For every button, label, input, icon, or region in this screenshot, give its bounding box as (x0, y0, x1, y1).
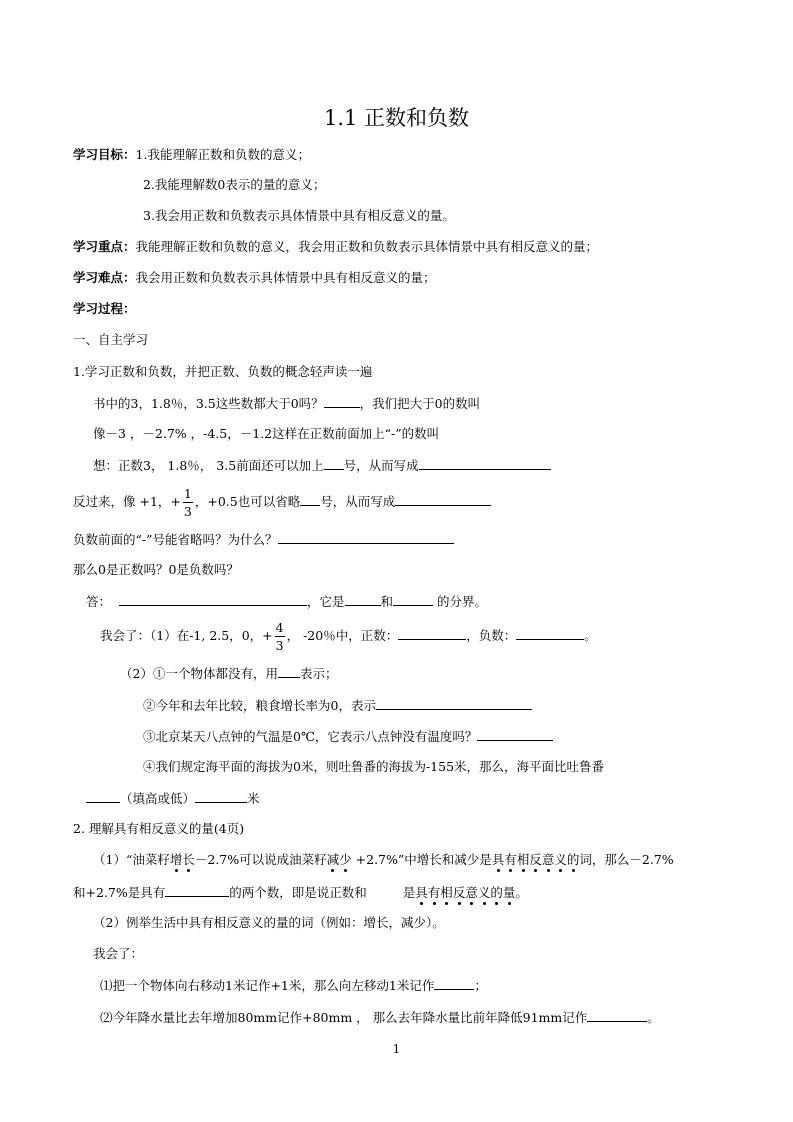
objective-item-2: 2.我能理解数0表示的量的意义； (143, 177, 326, 192)
answer-blank[interactable] (195, 789, 247, 803)
learned-text-c: ，负数： (466, 628, 517, 643)
answer-blank[interactable] (376, 696, 532, 710)
q2-para-5 (100, 976, 487, 995)
emphasis-char: 量 (502, 885, 516, 900)
fraction-numerator: 4 (275, 620, 284, 635)
fraction-sign: + (170, 494, 181, 509)
q1-line-1-text-b: ，我们把大于0的数叫 (359, 396, 481, 411)
key-points-line (73, 238, 598, 256)
answer-blank[interactable] (278, 664, 300, 678)
q1-line-3-text-b: 号，从而写成 (343, 458, 419, 473)
learned-line-3 (143, 696, 532, 715)
q1-line-4 (73, 484, 491, 520)
answer-blank[interactable] (477, 727, 553, 741)
emphasis-char: 有 (427, 885, 441, 900)
section-1-heading: 一、自主学习 (73, 332, 149, 347)
q2-para-1-text-d: 词，那么－2.7% (579, 852, 674, 867)
answer-blank[interactable] (278, 530, 454, 544)
q2-para-2-text-d: 。 (515, 885, 528, 900)
learned-line-4 (143, 727, 553, 746)
emphasis-char: 少 (339, 852, 352, 867)
q2-para-5-text-b: ； (474, 978, 487, 993)
difficulty-label: 学习难点： (73, 270, 136, 285)
q2-para-1-text-a: （1）“油菜籽 (93, 852, 170, 867)
learned-line-3-text: ②今年和去年比较，粮食增长率为0，表示 (143, 698, 376, 713)
page-number: 1 (392, 1042, 401, 1056)
q2-para-2-text-a: 和+2.7%是具有 (73, 885, 166, 900)
learned-line-4-text: ③北京某天八点钟的气温是0℃，它表示八点钟没有温度吗？ (143, 729, 478, 744)
answer-line (86, 592, 487, 611)
answer-label: 答： (86, 594, 112, 609)
q2-para-6 (100, 1008, 660, 1027)
q1-heading: 1.学习正数和负数，并把正数、负数的概念轻声读一遍 (73, 364, 373, 379)
emphasis-char: 减 (326, 852, 340, 867)
q2-para-3: （2）例举生活中具有相反意义的量的词（例如：增长，减少）。 (93, 915, 445, 930)
emphasis-char: 反 (529, 852, 542, 867)
q1-line-4-text-c: 号，从而写成 (320, 494, 396, 509)
answer-blank[interactable] (324, 394, 360, 408)
q1-line-2: 像－3 ，－2.7% ，-4.5，－1.2这样在正数前面加上“-”的数叫 (93, 426, 440, 441)
emphasis-char: 有 (504, 852, 517, 867)
learned-line-6-text-b: 米 (247, 791, 260, 806)
key-points-text: 我能理解正数和负数的意义，我会用正数和负数表示具体情景中具有相反意义的量； (135, 239, 599, 254)
q1-line-5-text: 负数前面的“-”号能省略吗？为什么？ (73, 532, 278, 547)
answer-blank[interactable] (86, 789, 120, 803)
emphasis-char: 相 (516, 852, 530, 867)
page-title: 1.1 正数和负数 (323, 106, 470, 130)
q1-line-4-text-b: ，+0.5也可以省略 (194, 494, 301, 509)
positive-answer-blank[interactable] (398, 626, 466, 640)
emphasis-char: 意 (465, 885, 478, 900)
answer-text-d: 的分界。 (433, 594, 488, 609)
emphasis-char: 义 (554, 852, 567, 867)
fraction-sign: + (262, 628, 273, 643)
answer-blank[interactable] (300, 492, 320, 506)
learned-line-1 (100, 618, 597, 654)
fraction-one-third (183, 485, 193, 520)
emphasis-char: 相 (440, 885, 453, 900)
q2-para-2-text-b: 的两个数，即是说正数和 (229, 885, 367, 900)
process-label: 学习过程： (73, 301, 136, 316)
q2-para-6-text-a: ⑵今年降水量比去年增加80mm记作+80mm ， 那么去年降水量比前年降低91mm记作 (100, 1010, 588, 1025)
emphasis-char: 具 (491, 852, 505, 867)
q2-para-1-text-b: －2.7%可以说成油菜籽 (194, 852, 327, 867)
q1-line-1 (93, 394, 480, 413)
q2-para-6-text-b: 。 (647, 1010, 660, 1025)
emphasis-char: 的 (490, 885, 503, 900)
q1-line-5 (73, 530, 454, 549)
q2-para-1-text-c: +2.7%”中增长和减少是 (351, 852, 492, 867)
q2-para-2-text-c: 是 (402, 885, 416, 900)
emphasis-char: 的 (566, 852, 580, 867)
objective-item-3: 3.我会用正数和负数表示具体情景中具有相反意义的量。 (143, 208, 455, 223)
answer-blank[interactable] (587, 1008, 647, 1022)
q2-para-5-text-a: ⑴把一个物体向右移动1米记作+1米，那么向左移动1米记作 (100, 978, 435, 993)
fraction-numerator: 1 (183, 486, 192, 501)
q1-line-4-text-a: 反过来，像 +1， (73, 494, 171, 509)
answer-blank[interactable] (434, 976, 474, 990)
answer-blank[interactable] (419, 456, 551, 470)
objective-item-1: 1.我能理解正数和负数的意义； (135, 147, 310, 162)
answer-blank[interactable] (165, 883, 229, 897)
fraction-denominator: 3 (275, 638, 284, 653)
learned-line-2-text-a: （2）①一个物体都没有，用 (120, 666, 278, 681)
learned-line-2-text-b: 表示； (299, 666, 338, 681)
learned-line-6-text-a: （填高或低） (120, 791, 196, 806)
learned-text-d: 。 (584, 628, 597, 643)
learned-text-b: ， -20％中，正数： (286, 628, 399, 643)
answer-text-c: 和 (380, 594, 394, 609)
answer-blank[interactable] (393, 592, 433, 606)
q1-line-3 (93, 456, 551, 475)
answer-text-b: ，它是 (307, 594, 345, 609)
negative-answer-blank[interactable] (516, 626, 584, 640)
objectives-label: 学习目标： (73, 147, 136, 162)
difficulty-text: 我会用正数和负数表示具体情景中具有相反意义的量； (135, 270, 436, 285)
q2-heading: 2. 理解具有相反意义的量(4页) (73, 821, 245, 836)
answer-blank[interactable] (395, 492, 491, 506)
learned-line-5: ④我们规定海平面的海拔为0米，则吐鲁番的海拔为-155米，那么，海平面比吐鲁番 (143, 759, 605, 774)
emphasis-char: 意 (541, 852, 555, 867)
q2-para-4: 我会了： (93, 946, 144, 961)
fraction-denominator: 3 (183, 504, 192, 519)
fraction-four-thirds (275, 619, 285, 654)
emphasis-char: 增 (169, 852, 183, 867)
emphasis-char: 反 (452, 885, 466, 900)
answer-blank[interactable] (345, 592, 381, 606)
q1-line-1-text-a: 书中的3，1.8％，3.5这些数都大于0吗？ (93, 396, 324, 411)
q1-line-6: 那么0是正数吗？0是负数吗？ (73, 562, 239, 577)
emphasis-char: 具 (415, 885, 428, 900)
q2-para-2 (73, 883, 528, 902)
key-points-label: 学习重点： (73, 239, 136, 254)
difficulty-line (73, 269, 436, 287)
emphasis-char: 长 (182, 852, 195, 867)
answer-blank[interactable] (324, 456, 344, 470)
objectives-line-1 (73, 146, 310, 164)
emphasis-char: 义 (477, 885, 491, 900)
learned-line-2 (120, 664, 337, 683)
learned-line-6 (86, 789, 260, 808)
answer-blank[interactable] (119, 592, 307, 606)
q1-line-3-text-a: 想：正数3， 1.8％， 3.5前面还可以加上 (93, 458, 324, 473)
q2-para-1 (93, 851, 674, 869)
learned-text-a: 我会了：（1）在-1, 2.5，0， (100, 628, 263, 643)
